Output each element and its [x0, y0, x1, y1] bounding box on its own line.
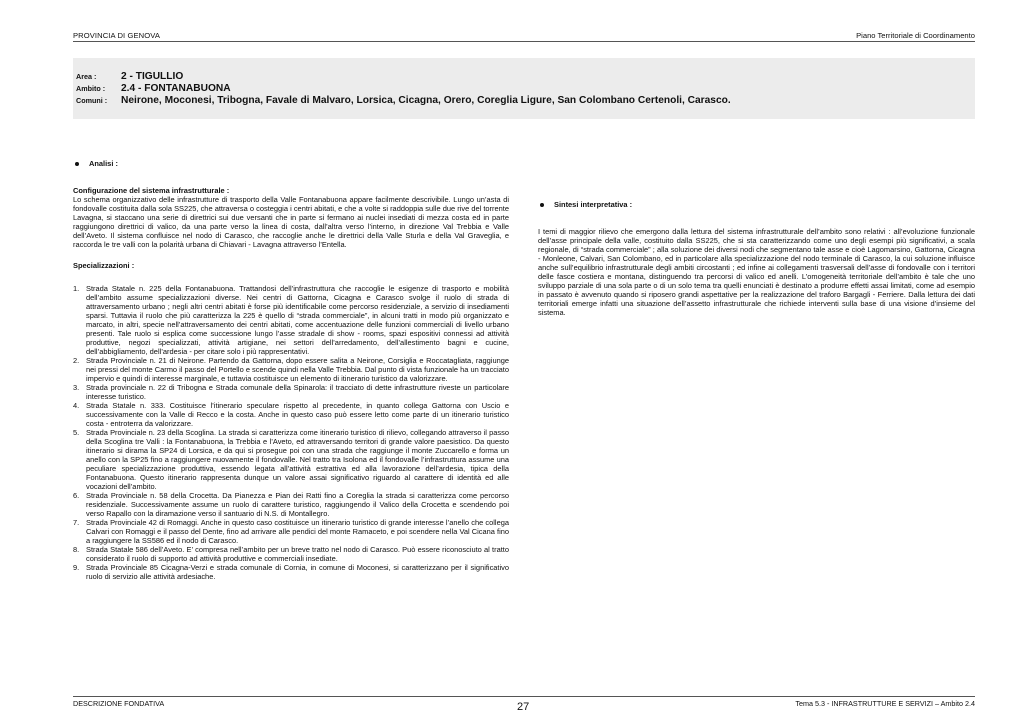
list-item-number: 1. — [73, 284, 80, 293]
list-item — [73, 491, 509, 518]
footer-theme: Tema 5.3 - INFRASTRUTTURE E SERVIZI – Ambito 2.4 — [795, 699, 975, 708]
ambito-value: 2.4 - FONTANABUONA — [121, 83, 231, 94]
list-item — [73, 563, 509, 581]
bullet-icon — [75, 162, 79, 166]
list-item — [73, 383, 509, 401]
sintesi-paragraph: I temi di maggior rilievo che emergono dalla lettura del sistema infrastrutturale dell’ambito sono relativi : all’evoluzione funzionale dell’asse principale della valle, costituito dalla SS225, che si sta caratterizzando come uno degli esempi più significativi, a scala regionale, di “strada commerciale” ; alla soluzione dei diversi nodi che segmentano tale asse e cioè Lagomarsino, Gattorna, Cicagna - Monleone, Calvari, San Colombano, ed in particolare alla specializzazione del nodo terminale di Carasco, la cui soluzione influisce anche sull’equilibrio infrastrutturale degli ambiti circostanti ; ed infine ai collegamenti trasversali dell’asse di fondovalle con i territori delle fasce costiera e montana, distinguendo tra percorsi di valico ed anelli. L’omogeneità territoriale dell’ambito è tale che uno sviluppo parziale di una sola parte o di un solo tema tra quelli enunciati è destinato a produrre effetti assai limitati, come ad esempio in passato è avvenuto quando si riposero grandi aspettative per la realizzazione del traforo Bargagli - Ferriere. Dalla lettura dei dati territoriali emerge infatti una situazione dell’assetto infrastrutturale che richiede interventi sulla base di una visione d’insieme del sistema. — [538, 227, 975, 317]
analisi-column — [73, 159, 509, 581]
list-item — [73, 518, 509, 545]
spec-list — [73, 284, 509, 581]
ambito-row — [76, 83, 231, 94]
list-item-text: Strada Provinciale n. 21 di Neirone. Partendo da Gattorna, dopo essere salita a Neirone, Corsiglia e Roccatagliata, raggiunge nei pressi del monte Carmo il passo del Portello e scende quindi nella Valle Trebbia. Dal punto di vista funzionale ha un tracciato impervio e quindi di interesse marginale, e tuttavia costituisce un elemento di itinerario turistico da valorizzare. — [86, 356, 509, 383]
sintesi-column — [538, 200, 975, 317]
list-item — [73, 545, 509, 563]
list-item-text: Strada provinciale n. 22 di Tribogna e Strada comunale della Spinarola: il tracciato di dette infrastrutture riveste un particolare interesse turistico. — [86, 383, 509, 401]
header-province: PROVINCIA DI GENOVA — [73, 31, 160, 40]
list-item-text: Strada Provinciale 42 di Romaggi. Anche in questo caso costituisce un itinerario turistico di grande interesse l’anello che collega Calvari con Romaggi e il passo del Dente, fino ad arrivare alle pendici del monte Ramaceto, e poi scendere nella Val Cicana fino a raggiungere la SS586 ed il nodo di Carasco. — [86, 518, 509, 545]
comuni-value: Neirone, Moconesi, Tribogna, Favale di Malvaro, Lorsica, Cicagna, Orero, Coreglia Ligure, San Colombano Certenoli, Carasco. — [121, 95, 731, 106]
list-item-text: Strada Provinciale n. 23 della Scoglina. La strada si caratterizza come itinerario turistico di rilievo, collegando attraverso il passo della Scoglina tre Valli : la Fontanabuona, la Trebbia e l’Aveto, ed attraversando territori di grande valore paesistico. Da questo itinerario si dirama la SP24 di Lorsica, e da qui si prosegue poi con una strada che raggiunge il monte Zuccarello e forma un anello con la SP25 fino a raggiungere nuovamente il fondovalle. Nel tratto tra Isolona ed il fondovalle l’infrastruttura assume una peculiare specializzazione produttiva, essendo legata all’attività estrattiva ed alla lavorazione dell’ardesia, tipica della Fontanabuona. Questo itinerario rappresenta dunque un valore assai significativo riguardo al carattere di identità ed alle vocazioni dell’ambito. — [86, 428, 509, 491]
list-item — [73, 401, 509, 428]
footer-divider — [73, 696, 975, 697]
list-item-number: 8. — [73, 545, 80, 554]
list-item-text: Strada Provinciale n. 58 della Crocetta. Da Pianezza e Pian dei Ratti fino a Coreglia la strada si caratterizza come percorso residenziale. Successivamente assume un ruolo di carattere turistico, raggiungendo il Valico della Crocetta e scendendo poi verso Rapallo con la diramazione verso il santuario di N.S. di Montallegro. — [86, 491, 509, 518]
list-item-number: 9. — [73, 563, 80, 572]
spec-heading: Specializzazioni : — [73, 261, 135, 270]
header-plan-title: Piano Territoriale di Coordinamento — [856, 31, 975, 40]
list-item — [73, 284, 509, 356]
sintesi-heading-text: Sintesi interpretativa : — [554, 200, 633, 209]
comuni-label: Comuni : — [76, 96, 108, 105]
list-item-text: Strada Statale n. 333. Costituisce l’itinerario speculare rispetto al precedente, in quanto collega Gattorna con Uscio e successivamente con la Valle di Recco e la costa. Anche in questo caso può essere letto come parte di un itinerario turistico costa - entroterra da valorizzare. — [86, 401, 509, 428]
area-value: 2 - TIGULLIO — [121, 71, 184, 82]
list-item-number: 5. — [73, 428, 80, 437]
ambito-label: Ambito : — [76, 84, 106, 93]
config-paragraph: Lo schema organizzativo delle infrastrutture di trasporto della Valle Fontanabuona appare facilmente descrivibile. Lungo un’asta di fondovalle costituita dalla sola SS225, che attraversa o costeggia i centri abitati, e che a volte si raddoppia sulle due rive del torrente Lavagna, si staccano una serie di direttrici sui due versanti che in parte si fermano ai nuclei insediati di mezza costa ed in parte raggiungono direttrici di valico, da una parte verso la linea di costa, dall’altra verso l’interno, in direzione Val Trebbia e Valle dell’Aveto. Il sistema confluisce nel nodo di Carasco, che raccoglie anche le direttrici della Valle Sturla e della Val Graveglia, e raccorda le tre valli con la polarità urbana di Chiavari - Lavagna attraverso l’Entella. — [73, 195, 509, 249]
list-item-number: 2. — [73, 356, 80, 365]
list-item-number: 4. — [73, 401, 80, 410]
sintesi-heading — [538, 200, 975, 209]
list-item — [73, 356, 509, 383]
config-heading: Configurazione del sistema infrastrutturale : — [73, 186, 230, 195]
area-row — [76, 71, 183, 82]
area-label: Area : — [76, 72, 97, 81]
list-item-text: Strada Provinciale 85 Cicagna-Verzi e strada comunale di Cornia, in comune di Moconesi, si caratterizzano per il significativo ruolo di servizio alle attività ardesiache. — [86, 563, 509, 581]
list-item-text: Strada Statale n. 225 della Fontanabuona. Trattandosi dell’infrastruttura che raccoglie le esigenze di trasporto e mobilità dell’ambito assume specializzazioni diverse. Nei centri di Gattorna, Cicagna e Carasco svolge il ruolo di strada di attraversamento urbano ; negli altri centri abitati è forse più identificabile come percorso residenziale, a servizio di insediamenti sparsi. Tuttavia il ruolo che più caratterizza la 225 è quello di “strada commerciale”, in alcuni tratti in modo più organizzato e marcato, in altri, specie nell’attraversamento dei centri abitati, come accentuazione delle funzioni commerciali di livello urbano presenti. Tale ruolo si esplica come successione lungo l’asse stradale di show - rooms, spazi espositivi connessi ad attività produttive, negozi specializzati, attività artigiane, nei settori dell’arredamento, dell’allestimento bagni e cucine, dell’abbigliamento, dell’ardesia - per citare solo i più rappresentativi. — [86, 284, 509, 356]
footer-section: DESCRIZIONE FONDATIVA — [73, 699, 165, 708]
list-item-number: 6. — [73, 491, 80, 500]
analisi-heading — [73, 159, 509, 168]
comuni-row — [76, 95, 731, 106]
list-item — [73, 428, 509, 491]
area-info-box — [73, 58, 975, 119]
analisi-heading-text: Analisi : — [89, 159, 118, 168]
header-divider — [73, 41, 975, 42]
list-item-number: 3. — [73, 383, 80, 392]
list-item-text: Strada Statale 586 dell’Aveto. E’ compresa nell’ambito per un breve tratto nel nodo di Carasco. Può essere riconosciuto al tratto considerato il ruolo di supporto ad attività produttive e commerciali insediate. — [86, 545, 509, 563]
page-number: 27 — [517, 701, 530, 713]
list-item-number: 7. — [73, 518, 80, 527]
bullet-icon — [540, 203, 544, 207]
